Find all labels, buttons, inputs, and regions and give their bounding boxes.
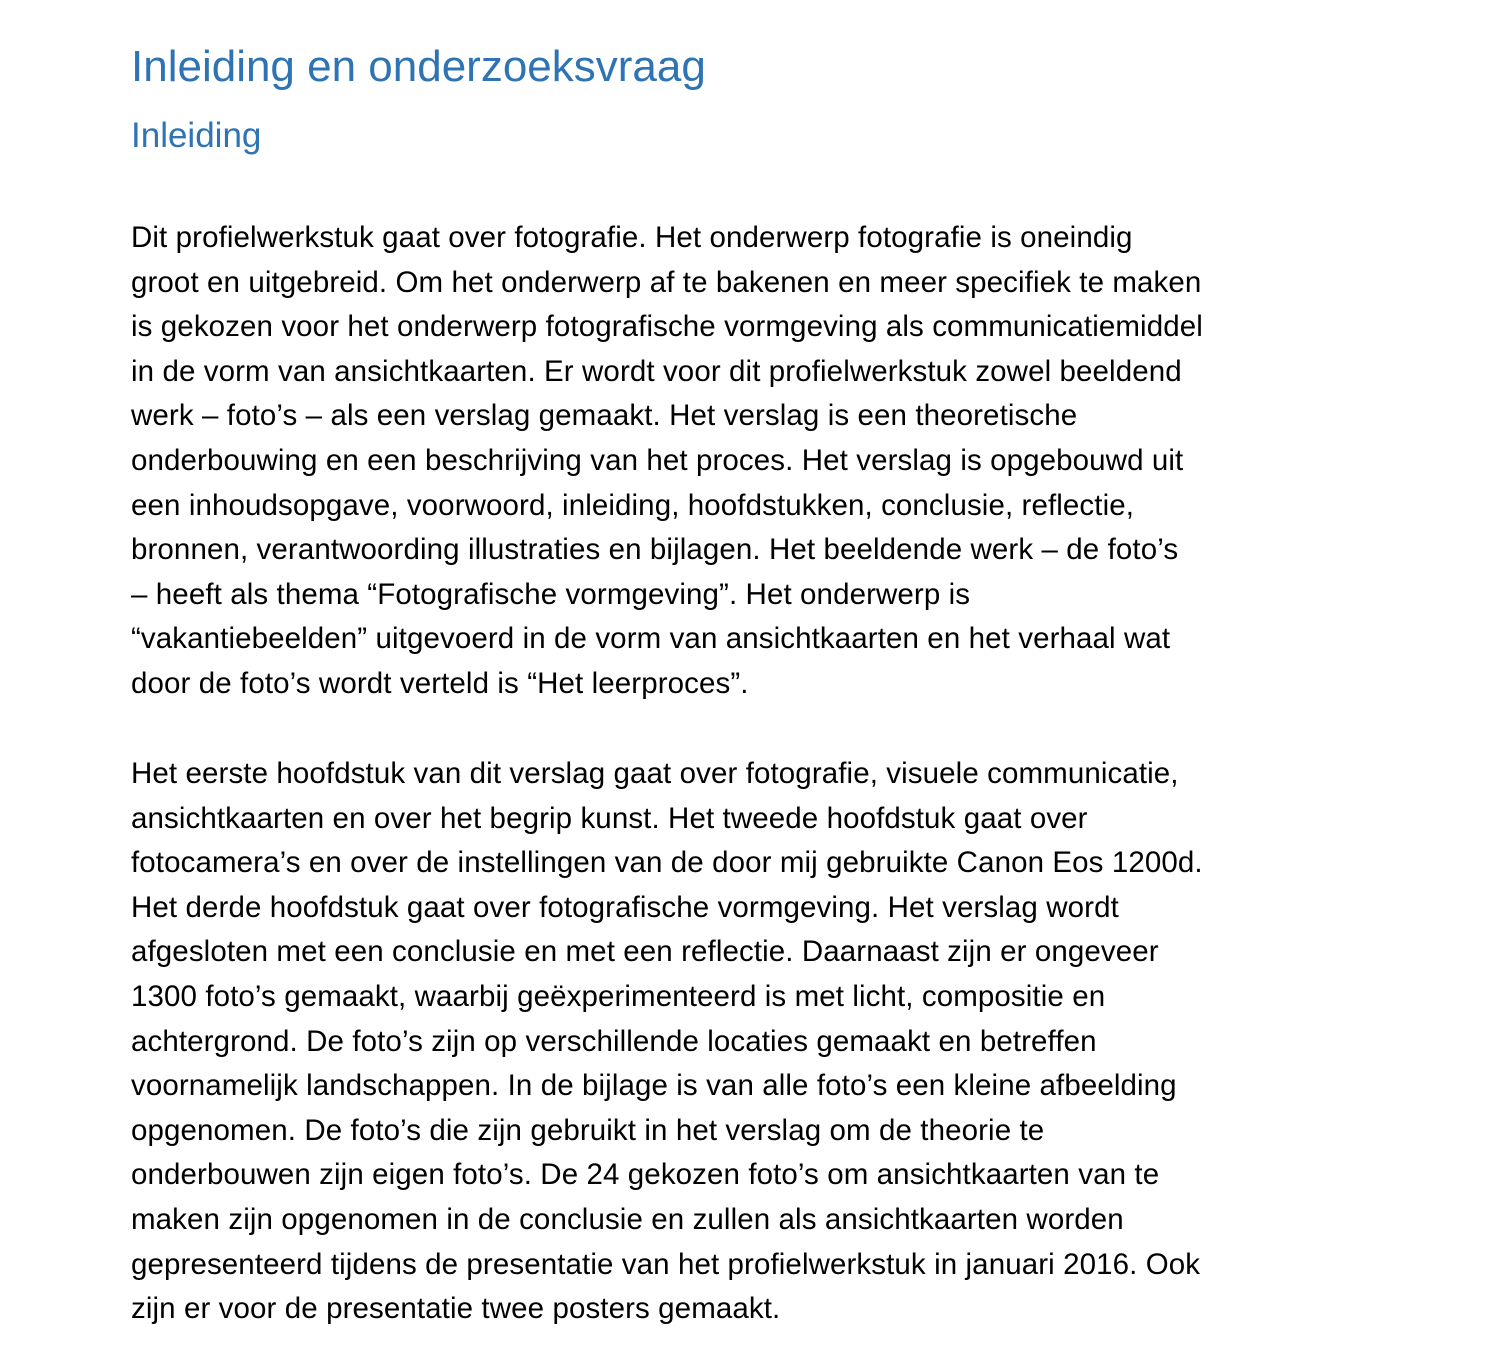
text-line: achtergrond. De foto’s zijn op verschillende locaties gemaakt en betreffen (131, 1024, 1097, 1058)
text-line: – heeft als thema “Fotografische vormgeving”. Het onderwerp is (131, 577, 971, 611)
text-line: Het derde hoofdstuk gaat over fotografische vormgeving. Het verslag wordt (131, 890, 1119, 924)
text-line: Dit profielwerkstuk gaat over fotografie. Het onderwerp fotografie is oneindig (131, 221, 1133, 254)
text-line: gepresenteerd tijdens de presentatie van het profielwerkstuk in januari 2016. Ook (131, 1247, 1201, 1281)
text-line: fotocamera’s en over de instellingen van de door mij gebruikte Canon Eos 1200d. (131, 846, 1203, 880)
text-line: bronnen, verantwoording illustraties en bijlagen. Het beeldende werk – de foto’s (131, 533, 1179, 567)
text-line: groot en uitgebreid. Om het onderwerp af te bakenen en meer specifiek te maken (131, 265, 1202, 299)
page-title: Inleiding en onderzoeksvraag (131, 42, 706, 91)
text-line: opgenomen. De foto’s die zijn gebruikt in het verslag om de theorie te (131, 1113, 1045, 1147)
text-line: door de foto’s wordt verteld is “Het leerproces”. (131, 666, 749, 700)
text-line: zijn er voor de presentatie twee posters gemaakt. (131, 1292, 781, 1326)
text-line: in de vorm van ansichtkaarten. Er wordt voor dit profielwerkstuk zowel beeldend (131, 354, 1182, 388)
text-line: is gekozen voor het onderwerp fotografische vormgeving als communicatiemiddel (131, 310, 1203, 344)
text-line: onderbouwing en een beschrijving van het proces. Het verslag is opgebouwd uit (131, 443, 1184, 477)
text-line: maken zijn opgenomen in de conclusie en zullen als ansichtkaarten worden (131, 1202, 1124, 1236)
text-line: werk – foto’s – als een verslag gemaakt. Het verslag is een theoretische (131, 399, 1078, 433)
paragraph-intro (131, 216, 1371, 707)
text-line: 1300 foto’s gemaakt, waarbij geëxperimenteerd is met licht, compositie en (131, 979, 1106, 1013)
text-line: ansichtkaarten en over het begrip kunst. Het tweede hoofdstuk gaat over (131, 801, 1088, 835)
text-line: een inhoudsopgave, voorwoord, inleiding, hoofdstukken, conclusie, reflectie, (131, 488, 1135, 522)
text-line: Het eerste hoofdstuk van dit verslag gaat over fotografie, visuele communicatie, (131, 757, 1179, 790)
text-line: afgesloten met een conclusie en met een reflectie. Daarnaast zijn er ongeveer (131, 935, 1159, 969)
section-heading: Inleiding (131, 116, 262, 155)
text-line: onderbouwen zijn eigen foto’s. De 24 gekozen foto’s om ansichtkaarten van te (131, 1158, 1160, 1192)
paragraph-chapters (131, 752, 1371, 1332)
text-line: voornamelijk landschappen. In de bijlage is van alle foto’s een kleine afbeelding (131, 1069, 1177, 1103)
text-line: “vakantiebeelden” uitgevoerd in de vorm van ansichtkaarten en het verhaal wat (131, 622, 1171, 656)
